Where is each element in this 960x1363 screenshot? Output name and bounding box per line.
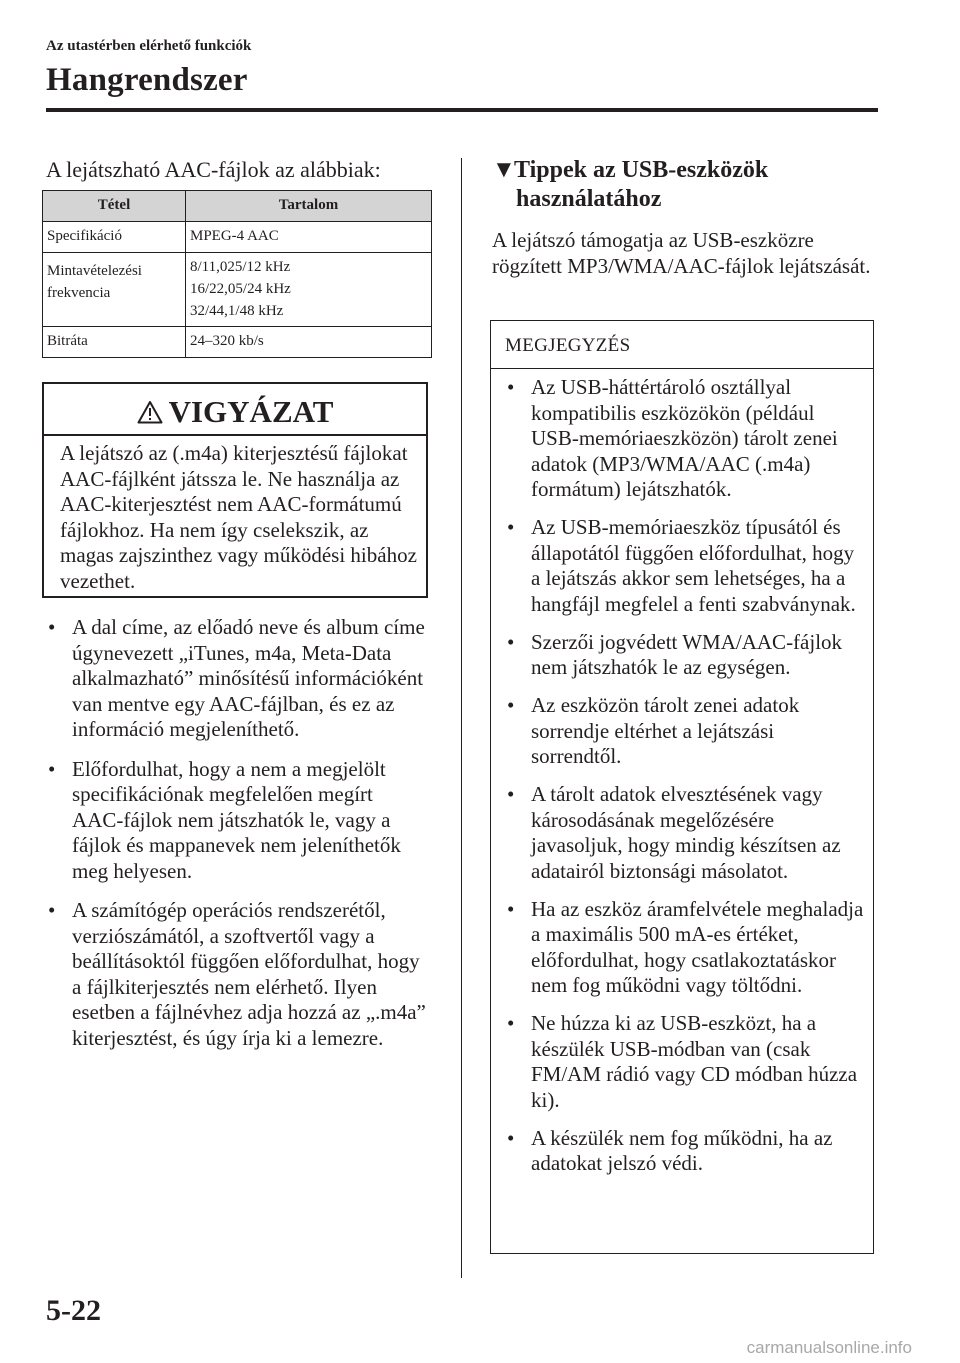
list-item	[505, 1011, 865, 1113]
aac-notes-list	[46, 615, 426, 1065]
list-item-text: A készülék nem fog működni, ha az adatokat jelszó védi.	[531, 1125, 833, 1175]
list-item-text: Az USB-háttértároló osztállyal kompatibilis eszközökön (például USB-memóriaeszközön) tárolt zenei adatok (MP3/WMA/AAC (.m4a) formátum) lejátszhatók.	[531, 375, 838, 501]
caution-heading	[44, 394, 426, 430]
table-cell-content	[186, 222, 432, 253]
list-item-text: Az eszközön tárolt zenei adatok sorrendje eltérhet a lejátszási sorrendtől.	[531, 693, 800, 768]
section-label: Az utastérben elérhető funkciók	[46, 38, 252, 54]
caution-box	[42, 382, 428, 598]
table-cell-item	[43, 222, 186, 253]
bullet-icon: •	[507, 782, 515, 806]
cell-line: Specifikáció	[47, 228, 122, 244]
usb-heading-line2: használatához	[516, 186, 662, 212]
bullet-icon: •	[507, 896, 515, 921]
cell-line: Bitráta	[47, 333, 88, 350]
bullet-icon: •	[48, 615, 56, 639]
list-item-text: Ne húzza ki az USB-eszközt, ha a készülék USB-módban van (csak FM/AM rádió vagy CD módban húzza ki).	[531, 1011, 858, 1112]
table-row	[43, 222, 432, 253]
list-item-text: A számítógép operációs rendszerétől, verziószámától, a szoftvertől vagy a beállításoktól függően előfordulhat, hogy a fájlkiterjesztés nem elérhető. Ilyen esetben a fájlnévhez adja hozzá az „.m4a” kiterjesztést, és úgy írja ki a lemezre.	[72, 898, 426, 1050]
warning-triangle-icon	[137, 394, 169, 429]
bullet-icon: •	[507, 1011, 515, 1035]
bullet-icon: •	[507, 375, 515, 399]
table-cell-content	[186, 327, 432, 358]
cell-line: 32/44,1/48 kHz	[190, 302, 284, 319]
page-number: 5-22	[46, 1294, 101, 1327]
down-triangle-icon: ▼	[492, 157, 516, 183]
watermark: carmanualsonline.info	[746, 1338, 912, 1357]
table-row	[43, 253, 432, 327]
cell-line: 16/22,05/24 kHz	[190, 280, 291, 297]
column-divider	[461, 158, 462, 1278]
note-title: MEGJEGYZÉS	[505, 335, 631, 356]
cell-line: 8/11,025/12 kHz	[190, 259, 291, 275]
list-item	[505, 693, 865, 770]
bullet-icon: •	[507, 515, 515, 539]
bullet-icon: •	[48, 898, 56, 922]
list-item	[46, 757, 426, 885]
cell-line: MPEG-4 AAC	[190, 228, 279, 244]
list-item-text: Előfordulhat, hogy a nem a megjelölt specifikációnak megfelelően megírt AAC-fájlok nem játszhatók le, vagy a fájlok és mappanevek nem jeleníthetők meg helyesen.	[72, 756, 401, 883]
bullet-icon: •	[507, 1125, 515, 1150]
bullet-icon: •	[507, 629, 515, 654]
caution-title: VIGYÁZAT	[168, 394, 334, 429]
cell-line: frekvencia	[47, 284, 111, 301]
usb-section-heading	[492, 156, 872, 214]
list-item	[505, 782, 865, 884]
table-cell-content	[186, 253, 432, 327]
usb-heading-line1: Tippek az USB-eszközök	[514, 157, 769, 183]
chapter-title: Hangrendszer	[46, 62, 248, 98]
caution-text: A lejátszó az (.m4a) kiterjesztésű fájlokat AAC-fájlként játssza le. Ne használja az AAC-kiterjesztést nem AAC-formátumú fájlokhoz. Ha nem így cselekszik, az magas zajszinthez vagy működési hibához vezethet.	[60, 441, 417, 593]
header-rule	[46, 108, 878, 112]
list-item	[46, 615, 426, 743]
bullet-icon: •	[48, 756, 56, 781]
list-item	[505, 1126, 865, 1177]
list-item-text: Az USB-memóriaeszköz típusától és állapotától függően előfordulhat, hogy a lejátszás akkor sem lehetséges, ha a hangfájl megfelel a fenti szabványnak.	[531, 515, 856, 616]
aac-spec-table	[42, 190, 432, 358]
list-item	[505, 375, 865, 503]
list-item-text: A tárolt adatok elvesztésének vagy károsodásának megelőzésére javasoljuk, hogy mindig készítsen az adatairól biztonsági másolatot.	[531, 782, 841, 883]
note-divider	[491, 368, 873, 369]
list-item	[46, 898, 426, 1051]
table-cell-item	[43, 253, 186, 327]
list-item	[505, 515, 865, 617]
table-cell-item	[43, 327, 186, 358]
usb-intro-text: A lejátszó támogatja az USB-eszközre rögzített MP3/WMA/AAC-fájlok lejátszását.	[492, 228, 871, 278]
list-item-text: Szerzői jogvédett WMA/AAC-fájlok nem játszhatók le az egységen.	[531, 629, 843, 679]
note-box	[490, 320, 874, 1254]
note-list	[505, 375, 865, 1189]
table-header-item: Tétel	[43, 191, 186, 222]
list-item	[505, 897, 865, 999]
table-header-content: Tartalom	[186, 191, 432, 222]
list-item-text: Ha az eszköz áramfelvétele meghaladja a maximális 500 mA-es értéket, előfordulhat, hogy csatlakoztatáskor nem fog működni vagy töltődni.	[531, 896, 864, 997]
list-item-text: A dal címe, az előadó neve és album címe úgynevezett „iTunes, m4a, Meta-Data alkalmazható” minősítésű információként van mentve egy AAC-fájlban, és ez az információ megjeleníthető.	[72, 615, 425, 741]
cell-line: Mintavételezési	[47, 263, 142, 279]
cell-line: 24–320 kb/s	[190, 333, 264, 350]
table-intro: A lejátszható AAC-fájlok az alábbiak:	[46, 157, 381, 182]
list-item	[505, 630, 865, 681]
caution-divider	[44, 434, 426, 436]
table-row	[43, 327, 432, 358]
table-header-row	[43, 191, 432, 222]
bullet-icon: •	[507, 693, 515, 717]
